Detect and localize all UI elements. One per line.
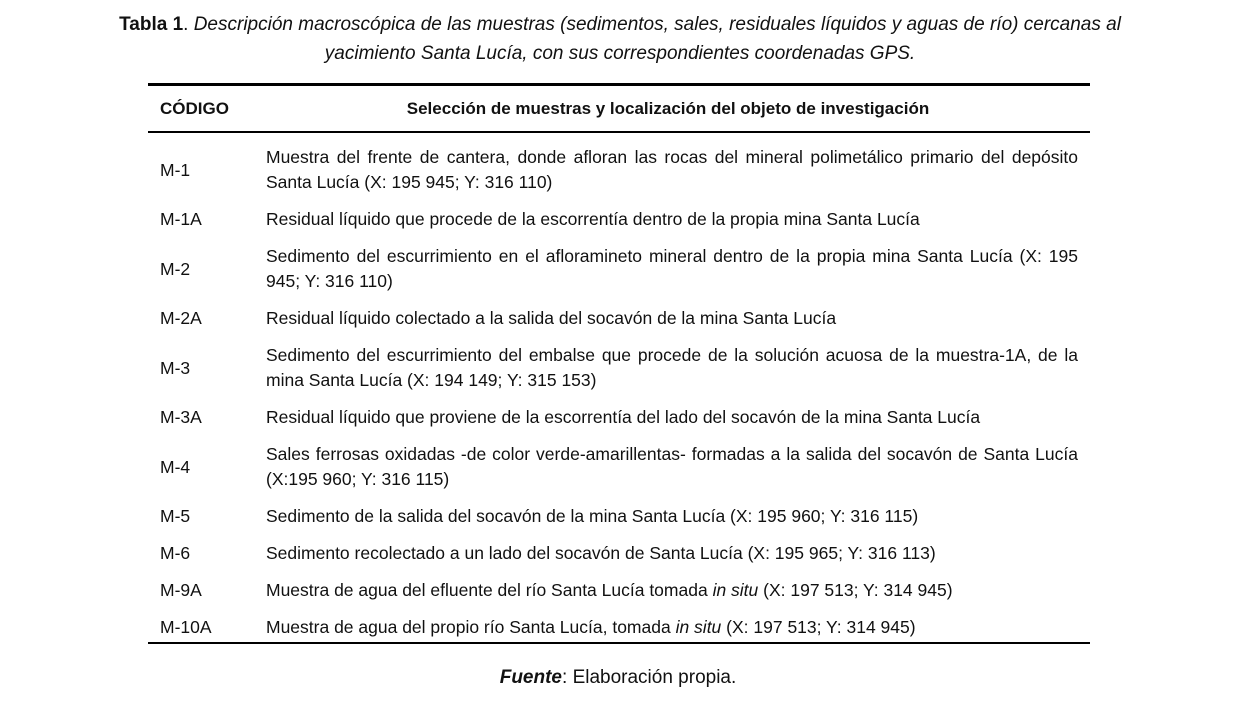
- row-description-italic: in situ: [712, 580, 759, 600]
- table-row: [148, 405, 1090, 430]
- row-description-coords: (X: 197 513; Y: 314 945): [721, 617, 916, 637]
- row-code: M-1A: [160, 209, 202, 229]
- header-code: CÓDIGO: [160, 98, 229, 118]
- row-description: Sedimento recolectado a un lado del socavón de Santa Lucía (X: 195 965; Y: 316 113): [266, 543, 936, 563]
- row-description: [266, 578, 1090, 603]
- row-description-text: Muestra de agua del propio río Santa Lucía, tomada: [266, 617, 676, 637]
- row-description: Sedimento del escurrimiento del embalse que procede de la solución acuosa de la muestra-1A, de la mina Santa Lucía (X: 194 149; Y: 315 153): [266, 345, 1078, 390]
- row-description-italic: in situ: [675, 617, 722, 637]
- row-description: Sales ferrosas oxidadas -de color verde-amarillentas- formadas a la salida del socavón de Santa Lucía (X:195 960; Y: 316 115): [266, 444, 1078, 489]
- row-description: Sedimento del escurrimiento en el afloramineto mineral dentro de la propia mina Santa Lucía (X: 195 945; Y: 316 110): [266, 246, 1078, 291]
- table-row: [148, 145, 1090, 195]
- header-description: Selección de muestras y localización del objeto de investigación: [406, 98, 930, 118]
- source-text: Elaboración propia.: [572, 667, 737, 688]
- table-row: [148, 207, 1090, 232]
- row-code: M-2: [160, 258, 191, 279]
- table-body: [148, 133, 1090, 642]
- table-header-row: [148, 86, 1090, 131]
- table-row: [148, 615, 1090, 640]
- samples-table: [148, 83, 1090, 644]
- row-code: M-6: [160, 543, 191, 563]
- table-row: [148, 578, 1090, 603]
- table-row: [148, 541, 1090, 566]
- caption-separator: .: [183, 14, 194, 35]
- row-description-text: Muestra de agua del efluente del río Santa Lucía tomada: [266, 580, 713, 600]
- source-separator: :: [562, 667, 573, 688]
- row-description: Residual líquido que procede de la escorrentía dentro de la propia mina Santa Lucía: [266, 209, 920, 229]
- row-code: M-10A: [160, 617, 212, 637]
- row-description: Muestra del frente de cantera, donde afloran las rocas del mineral polimetálico primario del depósito Santa Lucía (X: 195 945; Y: 316 110): [266, 147, 1078, 192]
- row-code: M-9A: [160, 580, 202, 600]
- row-description: Sedimento de la salida del socavón de la mina Santa Lucía (X: 195 960; Y: 316 115): [266, 506, 919, 526]
- source-label: Fuente: [499, 667, 562, 688]
- row-code: M-2A: [160, 308, 202, 328]
- table-row: [148, 343, 1090, 393]
- row-code: M-1: [160, 159, 191, 180]
- table-row: [148, 306, 1090, 331]
- table-source-note: [0, 667, 1236, 689]
- caption-label: Tabla 1: [119, 14, 184, 35]
- row-description: [266, 615, 1090, 640]
- table-row: [148, 442, 1090, 492]
- row-description: Residual líquido colectado a la salida del socavón de la mina Santa Lucía: [266, 308, 837, 328]
- row-code: M-5: [160, 506, 191, 526]
- row-code: M-4: [160, 456, 191, 477]
- row-code: M-3: [160, 357, 191, 378]
- table-bottom-rule: [148, 642, 1090, 644]
- table-row: [148, 244, 1090, 294]
- caption-title: Descripción macroscópica de las muestras (sedimentos, sales, residuales líquidos y aguas de río) cercanas al yacimiento Santa Lucía, con sus correspondientes coordenadas GPS.: [193, 14, 1121, 64]
- row-description: Residual líquido que proviene de la escorrentía del lado del socavón de la mina Santa Lucía: [266, 407, 981, 427]
- table-caption: [100, 10, 1140, 68]
- row-description-coords: (X: 197 513; Y: 314 945): [758, 580, 953, 600]
- row-code: M-3A: [160, 407, 202, 427]
- table-row: [148, 504, 1090, 529]
